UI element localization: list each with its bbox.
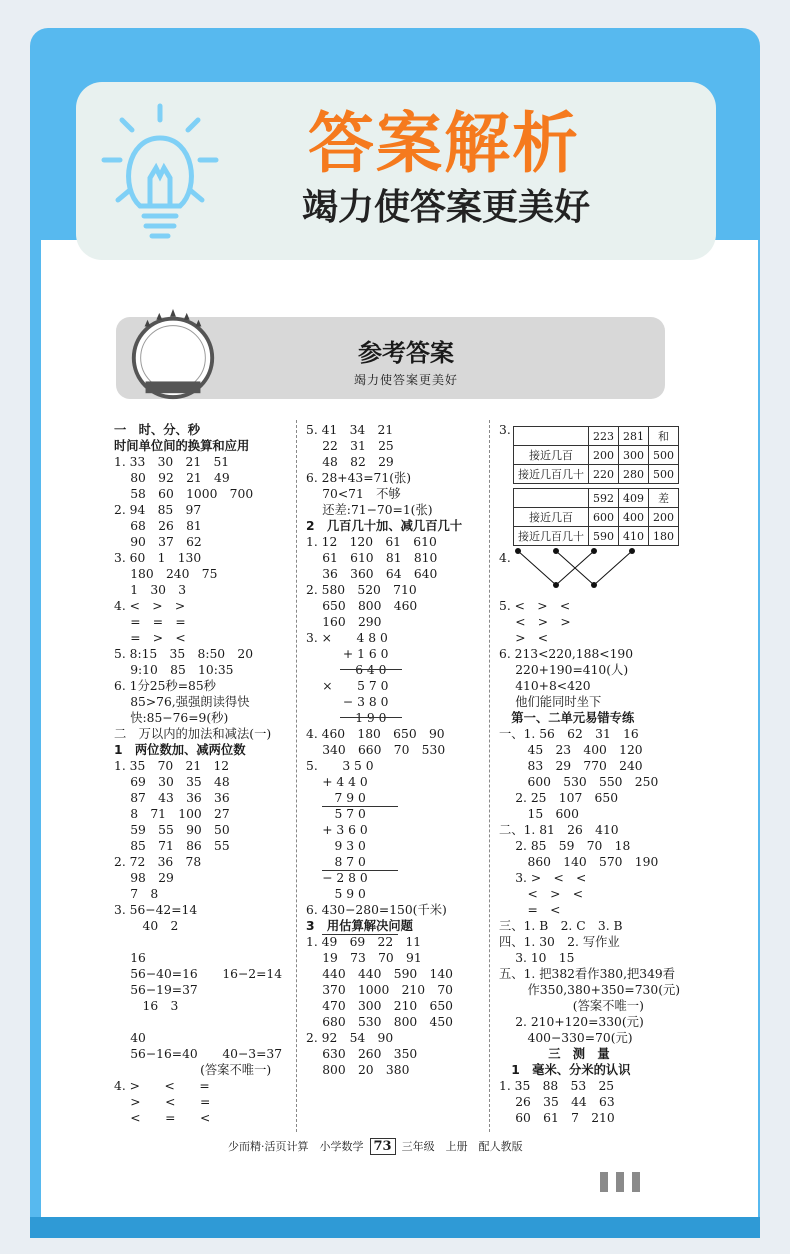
answer-line: 15 600	[499, 807, 579, 821]
answer-line: 3 用估算解决问题	[306, 919, 413, 933]
answer-line: 40 2	[114, 919, 179, 933]
answer-line: 9 3 0	[306, 839, 366, 853]
answer-line: × 5 7 0	[306, 679, 389, 693]
answer-line: 作350,380+350=730(元)	[499, 983, 681, 997]
answer-line: 85>76,强强朗读得快	[114, 695, 250, 709]
table-cell: 200	[649, 508, 679, 527]
calc-rule	[322, 806, 398, 807]
bottom-band	[30, 1217, 760, 1238]
answer-line: < = <	[114, 1111, 211, 1125]
footer-grade: 三年级 上册 配人教版	[401, 1140, 523, 1153]
answer-line: 2 几百几十加、减几百几十	[306, 519, 463, 533]
table-cell: 200	[589, 446, 619, 465]
answer-line: 5 9 0	[306, 887, 366, 901]
answer-line: 二、1. 81 26 410	[499, 823, 619, 837]
answer-line: 一 时、分、秒	[114, 423, 201, 437]
answer-line: 5. 41 34 21	[306, 423, 394, 437]
answer-line: 8 71 100 27	[114, 807, 230, 821]
answer-line: 60 61 7 210	[499, 1111, 615, 1125]
table-cell: 590	[589, 527, 619, 546]
answer-line: 40	[114, 1031, 146, 1045]
answer-line: 56−40=16 16−2=14	[114, 967, 283, 981]
answer-line: < > <	[499, 887, 584, 901]
table-cell: 410	[619, 527, 649, 546]
answer-line: 160 290	[306, 615, 382, 629]
footer-book-title: 少而精·活页计算 小学数学	[228, 1140, 364, 1153]
answer-line: 68 26 81	[114, 519, 202, 533]
answer-line: 2. 85 59 70 18	[499, 839, 631, 853]
answer-line: 69 30 35 48	[114, 775, 230, 789]
answer-line: 4. 460 180 650 90	[306, 727, 445, 741]
answer-line: 6. 28+43=71(张)	[306, 471, 412, 485]
answer-line: = <	[499, 903, 561, 917]
answer-line: − 2 8 0	[306, 871, 368, 885]
answer-line: 1 30 3	[114, 583, 187, 597]
table-cell: 接近几百几十	[514, 527, 589, 546]
answer-line: 70<71 不够	[306, 487, 401, 501]
answer-line: 7 8	[114, 887, 159, 901]
answer-line: 16	[114, 951, 146, 965]
table-cell: 180	[649, 527, 679, 546]
answer-line: 9:10 85 10:35	[114, 663, 234, 677]
calc-rule	[340, 669, 402, 670]
estimate-diff-table	[513, 488, 679, 546]
table-cell: 接近几百	[514, 446, 589, 465]
answer-line: 59 55 90 50	[114, 823, 230, 837]
answer-line: 400−330=70(元)	[499, 1031, 633, 1045]
matching-lines	[510, 545, 640, 591]
answer-line: 3. 10 15	[499, 951, 575, 965]
answer-line: 45 23 400 120	[499, 743, 643, 757]
answer-line: 220+190=410(人)	[499, 663, 629, 677]
answer-line: 19 73 70 91	[306, 951, 422, 965]
answer-line: > < =	[114, 1095, 211, 1109]
answer-line: 90 37 62	[114, 535, 202, 549]
answer-line: 3. > < <	[499, 871, 587, 885]
column-divider	[296, 420, 297, 1132]
answer-line: 800 20 380	[306, 1063, 410, 1077]
answer-line: 2. 210+120=330(元)	[499, 1015, 644, 1029]
banner-title: 参考答案	[358, 339, 454, 367]
table-cell: 接近几百几十	[514, 465, 589, 484]
answer-line: 61 610 81 810	[306, 551, 438, 565]
table-cell: 接近几百	[514, 508, 589, 527]
answer-line: 4. > < =	[114, 1079, 210, 1093]
answer-line: 6 4 0	[306, 663, 387, 677]
table-cell: 220	[589, 465, 619, 484]
answer-line: = > <	[114, 631, 186, 645]
answer-line: 180 240 75	[114, 567, 218, 581]
answer-line: 1 9 0	[306, 711, 387, 725]
answer-line: 98 29	[114, 871, 174, 885]
answer-line: 2. 25 107 650	[499, 791, 619, 805]
answer-line: 16 3	[114, 999, 179, 1013]
answer-line: 860 140 570 190	[499, 855, 659, 869]
table-cell: 592	[589, 489, 619, 508]
answer-line: 时间单位间的换算和应用	[114, 439, 250, 453]
answer-line: − 3 8 0	[306, 695, 389, 709]
answer-line: 410+8<420	[499, 679, 591, 693]
table-cell: 差	[649, 489, 679, 508]
table-cell	[514, 427, 589, 446]
answer-line: 370 1000 210 70	[306, 983, 453, 997]
answer-line: 1 毫米、分米的认识	[499, 1063, 631, 1077]
answer-line: 3. 56−42=14	[114, 903, 198, 917]
table-cell: 400	[619, 508, 649, 527]
answer-line: 3. 60 1 130	[114, 551, 202, 565]
answer-line: 80 92 21 49	[114, 471, 230, 485]
table-cell	[514, 489, 589, 508]
answer-line: 87 43 36 36	[114, 791, 230, 805]
answer-line: 680 530 800 450	[306, 1015, 453, 1029]
answer-line: 1. 35 70 21 12	[114, 759, 230, 773]
answer-line: 36 360 64 640	[306, 567, 438, 581]
answer-line: 4.	[499, 551, 511, 565]
answer-line: 1. 12 120 61 610	[306, 535, 437, 549]
answer-line: + 1 6 0	[306, 647, 389, 661]
calc-rule	[322, 870, 398, 871]
answer-line: 5. 8:15 35 8:50 20	[114, 647, 254, 661]
estimate-sum-table	[513, 426, 679, 484]
answer-line: 26 35 44 63	[499, 1095, 615, 1109]
answer-line: 3. × 4 8 0	[306, 631, 388, 645]
hero-subtitle: 竭力使答案更美好	[301, 186, 590, 228]
answer-line: 5 7 0	[306, 807, 366, 821]
answer-line: 8 7 0	[306, 855, 366, 869]
answer-line	[114, 1014, 290, 1030]
answer-line: 7 9 0	[306, 791, 366, 805]
answer-line: 6. 1分25秒=85秒	[114, 679, 216, 693]
answer-line: 22 31 25	[306, 439, 394, 453]
answer-column-1	[114, 422, 290, 1126]
answer-line: 四、1. 30 2. 写作业	[499, 935, 620, 949]
answer-line: 还差:71−70=1(张)	[306, 503, 433, 517]
page-footer	[228, 1138, 568, 1155]
answer-line: 五、1. 把382看作380,把349看	[499, 967, 676, 981]
answer-line: 48 82 29	[306, 455, 394, 469]
answer-line: 3.	[499, 423, 511, 437]
answer-line: 1. 33 30 21 51	[114, 455, 230, 469]
banner-subtitle: 竭力使答案更美好	[353, 373, 458, 387]
answer-line: 6. 430−280=150(千米)	[306, 903, 447, 917]
answer-line: > <	[499, 631, 549, 645]
answer-line: 二 万以内的加法和减法(一)	[114, 727, 272, 741]
answer-line: + 4 4 0	[306, 775, 368, 789]
answer-line: 他们能同时坐下	[499, 695, 602, 709]
answer-line: 2. 94 85 97	[114, 503, 202, 517]
hero-title: 答案解析	[308, 105, 580, 182]
answer-line: 一、1. 56 62 31 16	[499, 727, 639, 741]
page-edge-marks	[600, 1172, 648, 1196]
table-cell: 280	[619, 465, 649, 484]
answer-line: 1. 35 88 53 25	[499, 1079, 615, 1093]
answer-column-2	[306, 422, 492, 1078]
answer-line: 58 60 1000 700	[114, 487, 254, 501]
answer-line: 三 测 量	[499, 1047, 610, 1061]
answer-line: (答案不唯一)	[114, 1063, 272, 1077]
answer-line	[114, 934, 290, 950]
answer-line: 4. < > >	[114, 599, 186, 613]
answer-line: 快:85−76=9(秒)	[114, 711, 229, 725]
table-cell: 和	[649, 427, 679, 446]
answer-line: 三、1. B 2. C 3. B	[499, 919, 623, 933]
answer-line: 2. 72 36 78	[114, 855, 202, 869]
calc-rule	[322, 934, 398, 935]
hero-card	[76, 82, 716, 260]
table-cell: 281	[619, 427, 649, 446]
answer-line: 440 440 590 140	[306, 967, 453, 981]
brand-seal-logo	[124, 305, 222, 403]
answer-line: 470 300 210 650	[306, 999, 453, 1013]
answer-line: 第一、二单元易错专练	[499, 711, 635, 725]
answer-line: < > >	[499, 615, 571, 629]
answer-line: 5. < > <	[499, 599, 571, 613]
answer-line: 2. 580 520 710	[306, 583, 417, 597]
table-cell: 500	[649, 465, 679, 484]
table-cell: 409	[619, 489, 649, 508]
answer-line: = = =	[114, 615, 186, 629]
table-cell: 600	[589, 508, 619, 527]
table-cell: 223	[589, 427, 619, 446]
answer-line: 85 71 86 55	[114, 839, 230, 853]
answer-line: 340 660 70 530	[306, 743, 446, 757]
answer-line: 5. 3 5 0	[306, 759, 374, 773]
table-cell: 300	[619, 446, 649, 465]
answer-line: (答案不唯一)	[499, 999, 644, 1013]
answer-line: 630 260 350	[306, 1047, 418, 1061]
calc-rule	[340, 717, 402, 718]
answer-line: + 3 6 0	[306, 823, 368, 837]
lightbulb-icon	[100, 98, 220, 248]
answer-line: 6. 213<220,188<190	[499, 647, 634, 661]
answer-line: 83 29 770 240	[499, 759, 643, 773]
answer-line: 600 530 550 250	[499, 775, 659, 789]
table-cell: 500	[649, 446, 679, 465]
answer-line: 1. 49 69 22 11	[306, 935, 422, 949]
answer-line: 650 800 460	[306, 599, 418, 613]
page-number: 73	[370, 1138, 396, 1155]
answer-banner	[116, 317, 665, 399]
answer-line: 1 两位数加、减两位数	[114, 743, 246, 757]
answer-line: 56−16=40 40−3=37	[114, 1047, 283, 1061]
answer-line: 56−19=37	[114, 983, 198, 997]
answer-line: 2. 92 54 90	[306, 1031, 394, 1045]
